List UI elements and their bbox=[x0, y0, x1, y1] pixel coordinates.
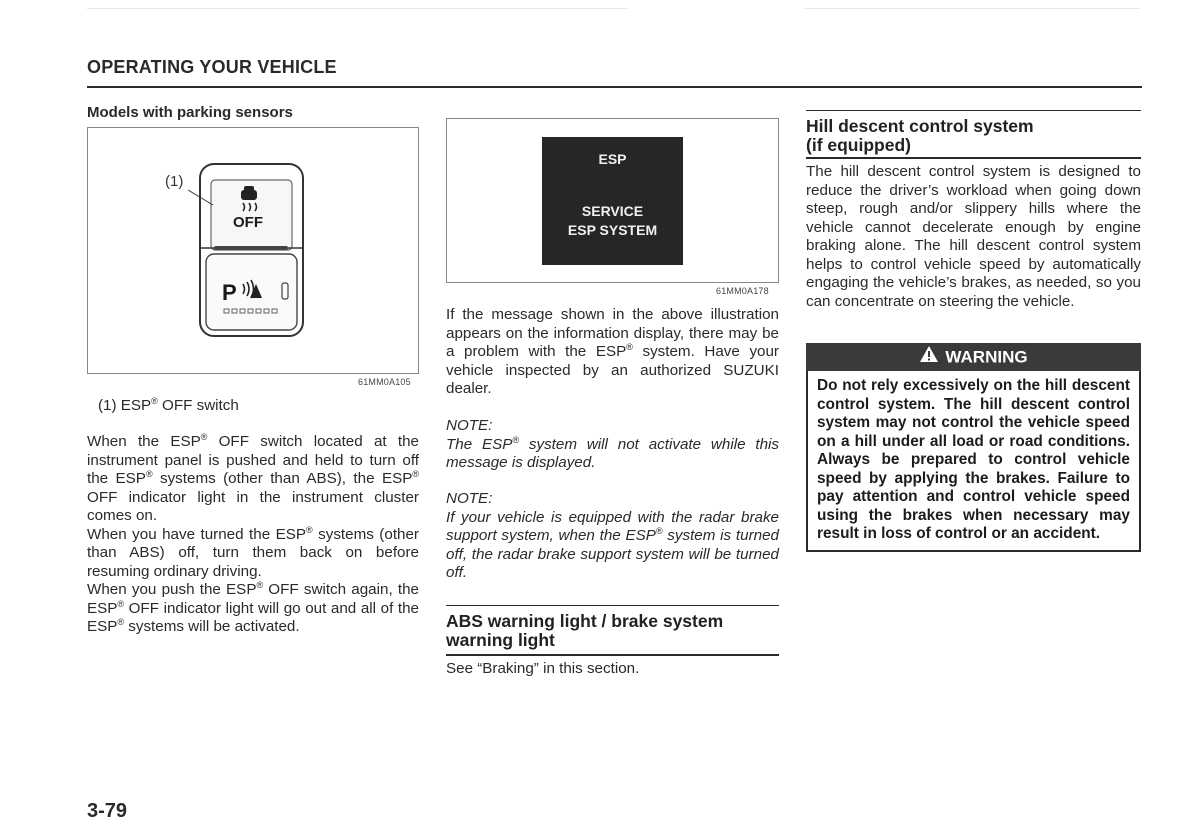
registered-mark: ® bbox=[306, 524, 313, 535]
registered-mark: ® bbox=[626, 341, 633, 352]
text-run: If your vehicle is equipped with the radar brake support system, when the ESP bbox=[446, 508, 779, 544]
text-run: When the ESP bbox=[87, 433, 201, 450]
esp-service-figure bbox=[446, 118, 779, 283]
middle-note-2 bbox=[446, 490, 779, 583]
page-title: OPERATING YOUR VEHICLE bbox=[87, 57, 337, 77]
abs-section-title bbox=[446, 612, 779, 650]
warning-box bbox=[806, 343, 1141, 552]
esp-off-switch-illustration bbox=[88, 128, 418, 373]
esp-off-switch-figure bbox=[87, 127, 419, 374]
middle-note-1 bbox=[446, 417, 779, 473]
figure-code-middle: 61MM0A178 bbox=[716, 286, 769, 296]
page-number: 3-79 bbox=[87, 800, 128, 822]
esp-off-label: OFF bbox=[233, 214, 263, 231]
abs-section-title-line-2: warning light bbox=[446, 630, 555, 650]
left-paragraph-3 bbox=[87, 581, 419, 637]
registered-mark: ® bbox=[117, 598, 125, 609]
text-run: systems (other than ABS) off, turn them back on before resuming ordinary driving. bbox=[87, 525, 419, 580]
registered-mark: ® bbox=[145, 468, 153, 479]
left-caption bbox=[98, 397, 418, 416]
display-line-esp-system: ESP SYSTEM bbox=[567, 222, 658, 238]
registered-mark: ® bbox=[512, 434, 520, 445]
note-2-label: NOTE: bbox=[446, 490, 493, 507]
text-run: system. Have your vehicle inspected by an authorized SUZUKI dealer. bbox=[446, 343, 779, 397]
middle-body bbox=[446, 306, 779, 399]
hdc-section-bottom-rule bbox=[806, 157, 1141, 159]
figure-callout-1: (1) bbox=[165, 173, 184, 190]
caption-text: (1) ESP bbox=[98, 397, 152, 414]
hdc-section-top-rule bbox=[806, 110, 1141, 111]
left-body bbox=[87, 433, 419, 637]
text-run: OFF indicator light in the instrument cluster comes on. bbox=[87, 488, 419, 524]
registered-mark: ® bbox=[256, 579, 264, 590]
hdc-section-title-line-2: (if equipped) bbox=[806, 135, 911, 155]
note-2-text bbox=[446, 509, 779, 583]
middle-paragraph-1 bbox=[446, 306, 779, 399]
left-column bbox=[87, 104, 419, 123]
registered-mark: ® bbox=[655, 525, 663, 536]
note-1-label: NOTE: bbox=[446, 417, 493, 434]
abs-section-top-rule bbox=[446, 605, 779, 606]
text-run: OFF switch again, the ESP bbox=[87, 581, 419, 617]
text-run: systems (other than ABS), the ESP bbox=[152, 470, 413, 487]
text-run: When you have turned the ESP bbox=[87, 525, 307, 543]
warning-text: Do not rely excessively on the hill descent control system. The hill descent control system may not control the vehicle speed on a hill under all load or road conditions. Always be prepared to control vehicle speed by applying the brakes. Failure to pay attention and control vehicle speed using the brakes when necessary may result in loss of control or an accident. bbox=[806, 371, 1141, 552]
registered-mark: ® bbox=[412, 468, 419, 479]
text-run: The ESP bbox=[446, 435, 513, 453]
text-run: system is turned off, the radar brake support system will be turned off. bbox=[446, 527, 779, 581]
parking-sensor-label: P bbox=[222, 280, 237, 305]
subheading-parking-sensors: Models with parking sensors bbox=[87, 104, 293, 121]
display-line-service: SERVICE bbox=[581, 203, 644, 219]
note-1-text bbox=[446, 436, 779, 473]
text-run: If the message shown in the above illustration appears on the information display, there may be a problem with the ESP bbox=[446, 306, 779, 360]
display-line-esp: ESP bbox=[598, 151, 627, 167]
figure-code-left: 61MM0A105 bbox=[358, 377, 411, 387]
text-run: OFF indicator light will go out and all of the ESP bbox=[87, 599, 419, 635]
top-edge-line-left bbox=[87, 8, 627, 9]
abs-section-body: See “Braking” in this section. bbox=[446, 660, 640, 677]
abs-section-title-line-1: ABS warning light / brake system bbox=[446, 611, 724, 631]
text-run: OFF switch located at the instrument panel is pushed and held to turn off the ESP bbox=[87, 433, 419, 487]
warning-header bbox=[806, 343, 1141, 371]
left-paragraph-1 bbox=[87, 433, 419, 526]
registered-mark: ® bbox=[117, 616, 125, 627]
warning-triangle-icon bbox=[919, 344, 939, 372]
information-display bbox=[542, 137, 683, 265]
text-run: systems will be activated. bbox=[124, 618, 300, 635]
top-edge-line-right bbox=[805, 8, 1140, 9]
hdc-body: The hill descent control system is designed to reduce the driver’s workload when going down steep, rough and/or slippery hills where the vehicle cannot decelerate enough by engine braking alone. The hill descent control system helps to control vehicle speed by automatically engaging the vehicle’s brakes, as needed, so you can concentrate on steering the vehicle. bbox=[806, 163, 1141, 310]
text-run: When you push the ESP bbox=[87, 581, 257, 598]
page-header bbox=[87, 57, 1142, 88]
caption-registered-mark: ® bbox=[151, 395, 158, 406]
text-run: system will not activate while this message is displayed. bbox=[446, 435, 779, 471]
hdc-section-title bbox=[806, 117, 1141, 155]
left-paragraph-2 bbox=[87, 526, 419, 582]
abs-section-bottom-rule bbox=[446, 654, 779, 656]
registered-mark: ® bbox=[200, 431, 208, 442]
caption-text-suffix: OFF switch bbox=[157, 397, 239, 414]
hdc-section-title-line-1: Hill descent control system bbox=[806, 116, 1034, 136]
warning-label: WARNING bbox=[945, 347, 1028, 367]
